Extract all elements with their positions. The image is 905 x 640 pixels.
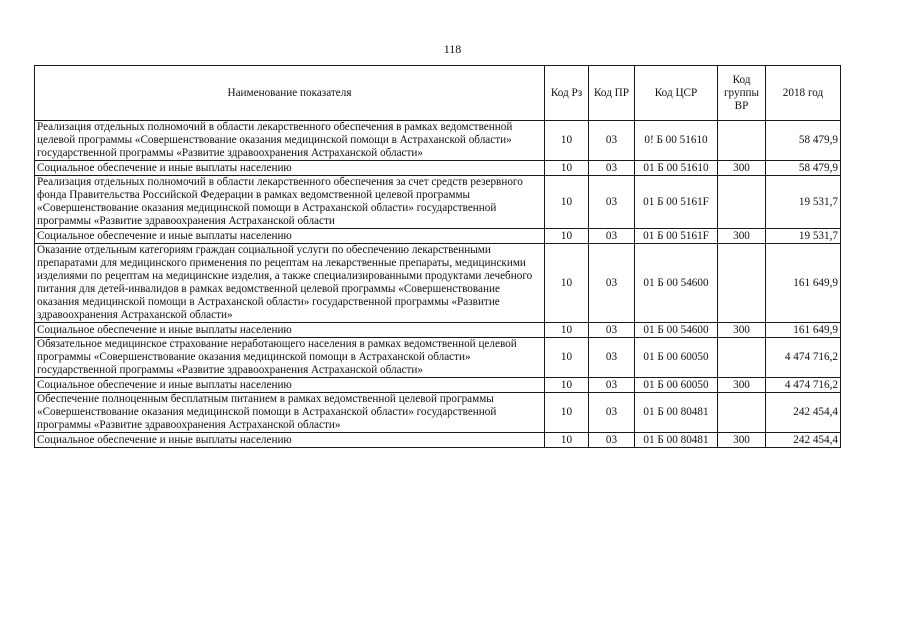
- row-name: Реализация отдельных полномочий в области лекарственного обеспечения за счет средств резервного фонда Правительства Российской Федерации в рамках ведомственной целевой программы «Совершенствование оказания медицинской помощи в Астраханской области» государственной программы «Развитие здравоохранения Астраханской области: [35, 176, 545, 229]
- row-name: Социальное обеспечение и иные выплаты населению: [35, 433, 545, 448]
- header-rz: Код Рз: [545, 66, 589, 121]
- row-vr: [718, 393, 766, 433]
- row-pr: 03: [589, 378, 635, 393]
- table-row: [35, 229, 841, 244]
- row-csr: 01 Б 00 51610: [635, 161, 718, 176]
- row-name: Реализация отдельных полномочий в области лекарственного обеспечения в рамках ведомственной целевой программы «Совершенствование оказания медицинской помощи в Астраханской области» государственной программы «Развитие здравоохранения Астраханской области»: [35, 121, 545, 161]
- table-row: [35, 323, 841, 338]
- row-amount: 4 474 716,2: [766, 378, 841, 393]
- row-amount: 242 454,4: [766, 433, 841, 448]
- row-vr: [718, 176, 766, 229]
- row-rz: 10: [545, 393, 589, 433]
- row-name: Социальное обеспечение и иные выплаты населению: [35, 378, 545, 393]
- row-name: Оказание отдельным категориям граждан социальной услуги по обеспечению лекарственными препаратами для медицинского применения по рецептам на лекарственные препараты, медицинскими изделиями по рецептам на медицинские изделия, а также специализированными продуктами лечебного питания для детей-инвалидов в рамках ведомственной целевой программы «Совершенствование оказания медицинской помощи в Астраханской области» государственной программы «Развитие здравоохранения Астраханской области»: [35, 244, 545, 323]
- row-rz: 10: [545, 323, 589, 338]
- row-amount: 19 531,7: [766, 176, 841, 229]
- row-csr: 0! Б 00 51610: [635, 121, 718, 161]
- row-vr: [718, 244, 766, 323]
- row-name: Социальное обеспечение и иные выплаты населению: [35, 161, 545, 176]
- table-row: [35, 176, 841, 229]
- table-row: [35, 244, 841, 323]
- header-vr: Код группы ВР: [718, 66, 766, 121]
- row-csr: 01 Б 00 54600: [635, 244, 718, 323]
- row-vr: 300: [718, 229, 766, 244]
- row-csr: 01 Б 00 5161F: [635, 229, 718, 244]
- row-vr: 300: [718, 323, 766, 338]
- header-pr: Код ПР: [589, 66, 635, 121]
- row-pr: 03: [589, 244, 635, 323]
- row-vr: [718, 121, 766, 161]
- row-csr: 01 Б 00 5161F: [635, 176, 718, 229]
- row-pr: 03: [589, 338, 635, 378]
- table-row: [35, 378, 841, 393]
- row-vr: 300: [718, 161, 766, 176]
- row-rz: 10: [545, 338, 589, 378]
- row-csr: 01 Б 00 60050: [635, 378, 718, 393]
- row-amount: 4 474 716,2: [766, 338, 841, 378]
- row-amount: 161 649,9: [766, 323, 841, 338]
- row-csr: 01 Б 00 80481: [635, 393, 718, 433]
- row-csr: 01 Б 00 60050: [635, 338, 718, 378]
- row-rz: 10: [545, 433, 589, 448]
- table-row: [35, 393, 841, 433]
- row-csr: 01 Б 00 54600: [635, 323, 718, 338]
- row-pr: 03: [589, 433, 635, 448]
- row-rz: 10: [545, 229, 589, 244]
- table-row: [35, 433, 841, 448]
- header-year: 2018 год: [766, 66, 841, 121]
- row-rz: 10: [545, 121, 589, 161]
- row-amount: 242 454,4: [766, 393, 841, 433]
- row-amount: 19 531,7: [766, 229, 841, 244]
- row-name: Обязательное медицинское страхование неработающего населения в рамках ведомственной целевой программы «Совершенствование оказания медицинской помощи в Астраханской области» государственной программы «Развитие здравоохранения Астраханской области»: [35, 338, 545, 378]
- row-amount: 161 649,9: [766, 244, 841, 323]
- table-row: [35, 121, 841, 161]
- row-vr: 300: [718, 433, 766, 448]
- row-pr: 03: [589, 393, 635, 433]
- row-pr: 03: [589, 323, 635, 338]
- page-number: 118: [443, 42, 462, 56]
- table-row: [35, 161, 841, 176]
- row-rz: 10: [545, 378, 589, 393]
- row-name: Социальное обеспечение и иные выплаты населению: [35, 323, 545, 338]
- budget-table: [34, 65, 841, 448]
- table-header-row: [35, 66, 841, 121]
- row-amount: 58 479,9: [766, 161, 841, 176]
- row-pr: 03: [589, 161, 635, 176]
- row-rz: 10: [545, 244, 589, 323]
- row-pr: 03: [589, 176, 635, 229]
- row-rz: 10: [545, 161, 589, 176]
- row-csr: 01 Б 00 80481: [635, 433, 718, 448]
- row-amount: 58 479,9: [766, 121, 841, 161]
- table-row: [35, 338, 841, 378]
- row-vr: 300: [718, 378, 766, 393]
- row-pr: 03: [589, 121, 635, 161]
- row-rz: 10: [545, 176, 589, 229]
- header-name: Наименование показателя: [35, 66, 545, 121]
- row-vr: [718, 338, 766, 378]
- header-csr: Код ЦСР: [635, 66, 718, 121]
- row-name: Социальное обеспечение и иные выплаты населению: [35, 229, 545, 244]
- row-name: Обеспечение полноценным бесплатным питанием в рамках ведомственной целевой программы «Совершенствование оказания медицинской помощи в Астраханской области» государственной программы «Развитие здравоохранения Астраханской области»: [35, 393, 545, 433]
- row-pr: 03: [589, 229, 635, 244]
